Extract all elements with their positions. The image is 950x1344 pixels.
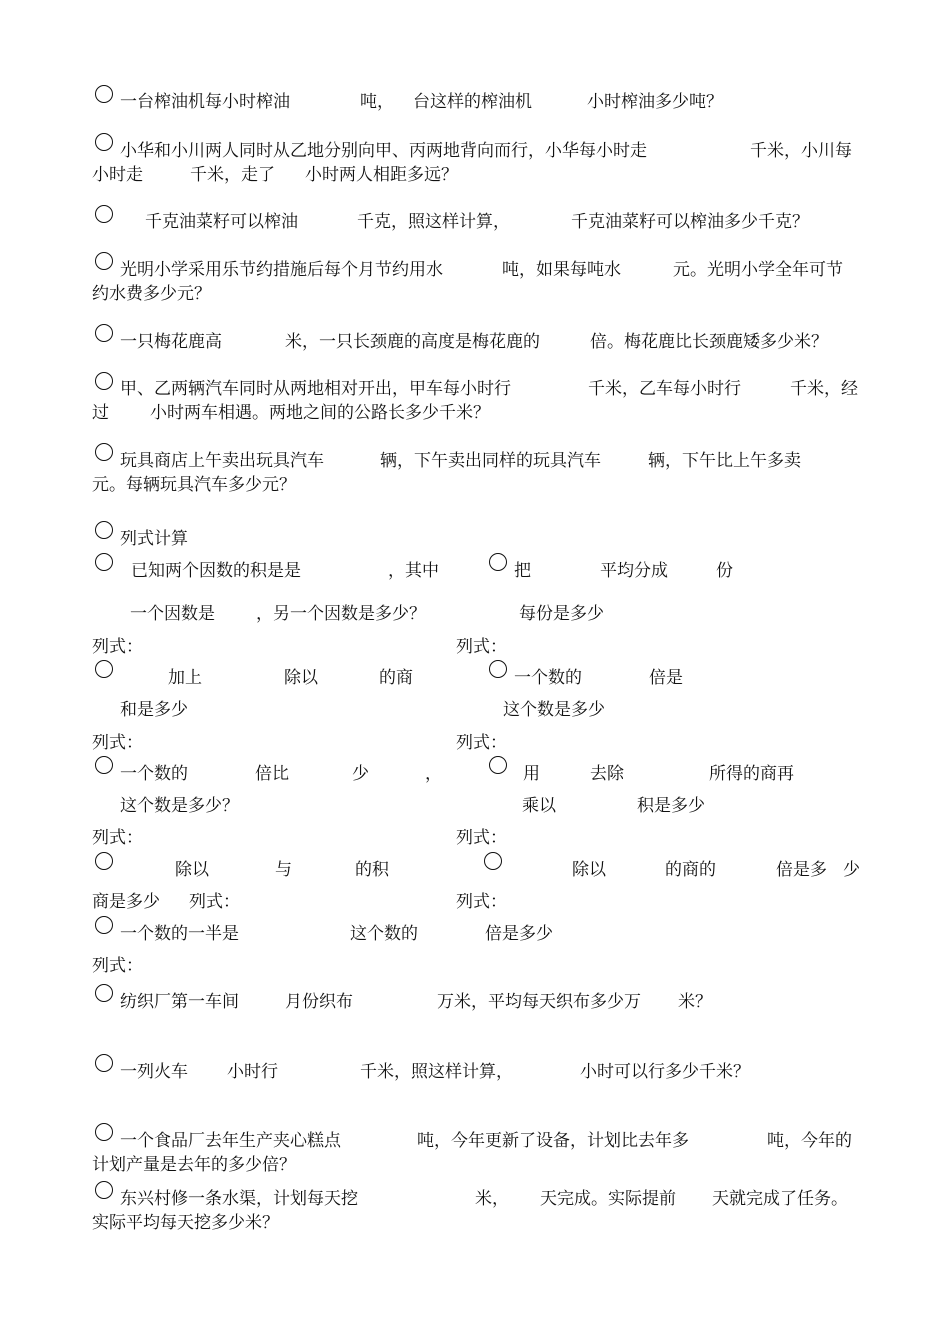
problem-4-text: 约水费多少元？ <box>92 284 211 304</box>
calc-5-text: 一个数的 <box>120 764 188 784</box>
calc-4-text: 这个数是多少 <box>503 700 605 720</box>
calc-9-text: 一个数的一半是 <box>120 924 239 944</box>
calc-3-text: 除以 <box>284 668 318 688</box>
problem-4-text: 吨，如果每吨水 <box>502 260 621 280</box>
formula-label: 列式： <box>456 733 507 753</box>
calc-7-text: 商是多少 <box>92 892 160 912</box>
calc-5-text: 少 <box>352 764 369 784</box>
bullet-circle-icon <box>484 852 502 870</box>
calc-8-text: 少 <box>843 860 860 880</box>
word-4-text: 天完成。实际提前 <box>540 1189 676 1209</box>
calc-8-text: 倍是多 <box>776 860 827 880</box>
calc-9-text: 这个数的 <box>350 924 418 944</box>
problem-1-text: 小时榨油多少吨？ <box>587 92 723 112</box>
word-4-text: 东兴村修一条水渠，计划每天挖 <box>120 1189 358 1209</box>
calc-2-text: 每份是多少 <box>519 604 604 624</box>
formula-label: 列式： <box>92 956 143 976</box>
bullet-circle-icon <box>95 852 113 870</box>
calc-1-text: ，其中 <box>388 561 439 581</box>
calc-2-text: 份 <box>716 561 733 581</box>
calc-6-text: 去除 <box>590 764 624 784</box>
calc-8-text: 除以 <box>572 860 606 880</box>
calc-1-text: 一个因数是 <box>130 604 215 624</box>
word-2-text: 千米，照这样计算， <box>360 1062 513 1082</box>
problem-6-text: 小时两车相遇。两地之间的公路长多少千米？ <box>150 403 490 423</box>
bullet-circle-icon <box>489 660 507 678</box>
problem-5-text: 倍。梅花鹿比长颈鹿矮多少米？ <box>590 332 828 352</box>
problem-2-text: 小华和小川两人同时从乙地分别向甲、丙两地背向而行，小华每小时走 <box>120 141 647 161</box>
calc-7-text: 的积 <box>355 860 389 880</box>
calc-5-text: 这个数是多少？ <box>120 796 239 816</box>
bullet-circle-icon <box>489 756 507 774</box>
problem-6-text: 千米，乙车每小时行 <box>588 379 741 399</box>
calc-4-text: 一个数的 <box>514 668 582 688</box>
bullet-circle-icon <box>95 443 113 461</box>
bullet-circle-icon <box>95 1123 113 1141</box>
bullet-circle-icon <box>95 252 113 270</box>
problem-5-text: 米，一只长颈鹿的高度是梅花鹿的 <box>285 332 540 352</box>
section-title: 列式计算 <box>120 529 188 549</box>
problem-2-text: 千米，小川每 <box>750 141 852 161</box>
word-2-text: 小时可以行多少千米？ <box>580 1062 750 1082</box>
problem-7-text: 玩具商店上午卖出玩具汽车 <box>120 451 324 471</box>
calc-3-text: 的商 <box>379 668 413 688</box>
calc-6-text: 乘以 <box>522 796 556 816</box>
problem-7-text: 元。每辆玩具汽车多少元？ <box>92 475 296 495</box>
word-1-text: 月份织布 <box>285 992 353 1012</box>
bullet-circle-icon <box>95 205 113 223</box>
calc-2-text: 平均分成 <box>600 561 668 581</box>
problem-6-text: 千米，经 <box>790 379 858 399</box>
formula-label: 列式： <box>92 828 143 848</box>
bullet-circle-icon <box>489 553 507 571</box>
bullet-circle-icon <box>95 984 113 1002</box>
problem-2-text: 千米，走了 <box>190 165 275 185</box>
word-4-text: 米， <box>475 1189 509 1209</box>
word-4-text: 天就完成了任务。 <box>712 1189 848 1209</box>
calc-3-text: 加上 <box>168 668 202 688</box>
calc-6-text: 用 <box>523 764 540 784</box>
word-1-text: 万米，平均每天织布多少万 <box>437 992 641 1012</box>
formula-label: 列式： <box>456 637 507 657</box>
formula-label: 列式： <box>456 828 507 848</box>
calc-1-text: 已知两个因数的积是是 <box>131 561 301 581</box>
calc-2-text: 把 <box>514 561 531 581</box>
bullet-circle-icon <box>95 660 113 678</box>
problem-6-text: 甲、乙两辆汽车同时从两地相对开出，甲车每小时行 <box>120 379 511 399</box>
problem-4-text: 光明小学采用乐节约措施后每个月节约用水 <box>120 260 443 280</box>
word-3-text: 一个食品厂去年生产夹心糕点 <box>120 1131 341 1151</box>
calc-9-text: 倍是多少 <box>485 924 553 944</box>
calc-5-text: 倍比 <box>255 764 289 784</box>
bullet-circle-icon <box>95 553 113 571</box>
bullet-circle-icon <box>95 1181 113 1199</box>
word-1-text: 纺织厂第一车间 <box>120 992 239 1012</box>
calc-6-text: 所得的商再 <box>709 764 794 784</box>
calc-7-text: 与 <box>275 860 292 880</box>
problem-7-text: 辆，下午卖出同样的玩具汽车 <box>380 451 601 471</box>
bullet-circle-icon <box>95 916 113 934</box>
problem-7-text: 辆，下午比上午多卖 <box>648 451 801 471</box>
calc-5-text: ， <box>425 764 442 784</box>
word-3-text: 吨，今年的 <box>767 1131 852 1151</box>
word-3-text: 计划产量是去年的多少倍？ <box>92 1155 296 1175</box>
problem-3-text: 千克油菜籽可以榨油多少千克？ <box>571 212 809 232</box>
calc-7-text: 除以 <box>175 860 209 880</box>
problem-6-text: 过 <box>92 403 109 423</box>
formula-label: 列式： <box>456 892 507 912</box>
problem-3-text: 千克油菜籽可以榨油 <box>145 212 298 232</box>
problem-2-text: 小时两人相距多远？ <box>305 165 458 185</box>
bullet-circle-icon <box>95 756 113 774</box>
bullet-circle-icon <box>95 85 113 103</box>
formula-label: 列式： <box>92 637 143 657</box>
calc-1-text: ，另一个因数是多少？ <box>256 604 426 624</box>
bullet-circle-icon <box>95 1054 113 1072</box>
problem-1-text: 台这样的榨油机 <box>413 92 532 112</box>
word-1-text: 米？ <box>678 992 712 1012</box>
word-2-text: 小时行 <box>227 1062 278 1082</box>
calc-6-text: 积是多少 <box>637 796 705 816</box>
calc-4-text: 倍是 <box>649 668 683 688</box>
word-4-text: 实际平均每天挖多少米？ <box>92 1213 279 1233</box>
bullet-circle-icon <box>95 521 113 539</box>
calc-3-text: 和是多少 <box>120 700 188 720</box>
problem-4-text: 元。光明小学全年可节 <box>673 260 843 280</box>
problem-2-text: 小时走 <box>92 165 143 185</box>
problem-3-text: 千克，照这样计算， <box>357 212 510 232</box>
word-2-text: 一列火车 <box>120 1062 188 1082</box>
bullet-circle-icon <box>95 324 113 342</box>
bullet-circle-icon <box>95 372 113 390</box>
formula-label: 列式： <box>189 892 240 912</box>
word-3-text: 吨，今年更新了设备，计划比去年多 <box>417 1131 689 1151</box>
problem-1-text: 一台榨油机每小时榨油 <box>120 92 290 112</box>
calc-8-text: 的商的 <box>665 860 716 880</box>
problem-1-text: 吨， <box>360 92 394 112</box>
formula-label: 列式： <box>92 733 143 753</box>
bullet-circle-icon <box>95 133 113 151</box>
problem-5-text: 一只梅花鹿高 <box>120 332 222 352</box>
